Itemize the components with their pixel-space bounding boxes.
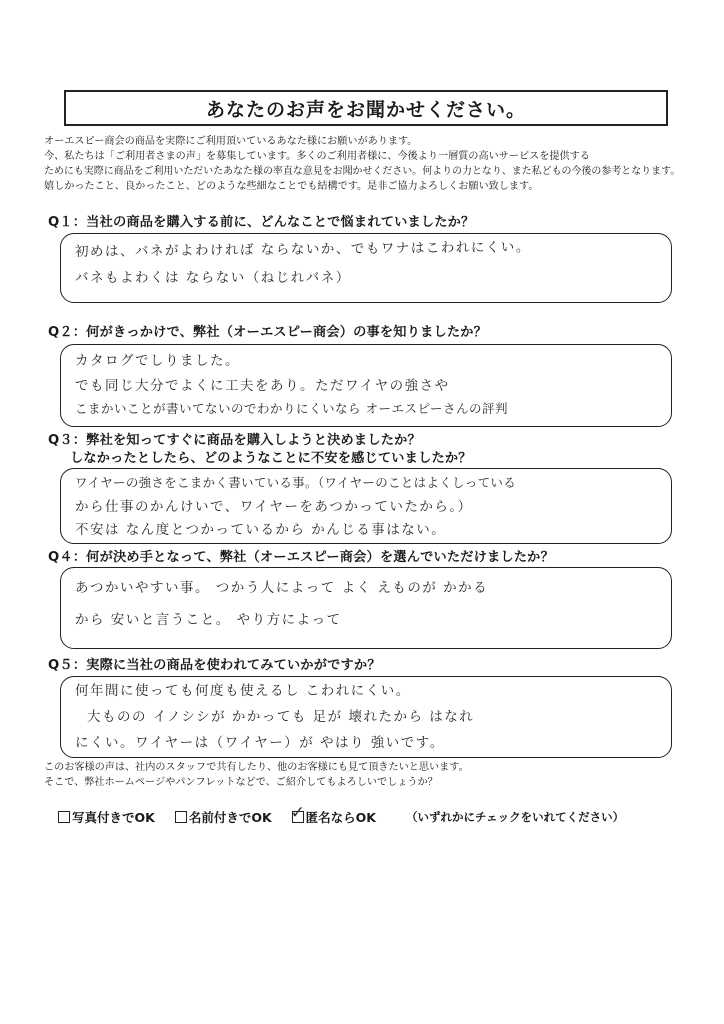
answer-1-line: 初めは、バネがよわければ ならないか、でもワナはこわれにくい。 [74,239,531,260]
answer-3-line: ワイヤーの強さをこまかく書いている事。（ワイヤーのことはよくしっている [75,475,517,490]
question-4-label: Q４：何が決め手となって、弊社（オーエスピー商会）を選んでいただけましたか？ [48,550,554,565]
consent-options [58,806,678,828]
answer-5-box[interactable] [60,676,672,758]
intro-line: オーエスピー商会の商品を実際にご利用頂いているあなた様にお願いがあります。 [44,136,418,147]
question-3-label: Q３：弊社を知ってすぐに商品を購入しようと決めましたか？ [48,433,421,448]
question-1-heading [48,211,474,230]
checkbox-anonymous[interactable] [292,811,304,823]
option-anonymous-ok[interactable] [292,808,376,826]
page-title: あなたのお声をお聞かせください。 [205,98,526,121]
options-note: （いずれかにチェックをいれてください） [405,810,625,824]
answer-5-line: にくい。ワイヤーは（ワイヤー）が やはり 強いです。 [75,735,445,751]
intro-text [44,134,684,194]
title-box [64,90,668,126]
answer-4-box[interactable] [60,567,672,649]
checkbox-photo[interactable] [58,811,70,823]
footer-line: このお客様の声は、社内のスタッフで共有したり、他のお客様にも見て頂きたいと思います。 [44,762,469,773]
answer-3-line: から仕事のかんけいで、ワイヤーをあつかっていたから。） [75,499,473,515]
intro-line: ためにも実際に商品をご利用いただいたあなた様の率直な意見をお聞かせください。何よりの力となり、また私どもの今後の参考となります。 [44,166,681,177]
answer-2-line: でも同じ大分でよくに工夫をあり。ただワイヤの強さや [75,378,450,394]
option-photo-ok[interactable] [58,808,155,826]
option-name-ok[interactable] [175,808,272,826]
answer-4-line: から 安いと言うこと。 やり方によって [75,612,342,628]
answer-2-box[interactable] [60,344,672,427]
footer-line: そこで、弊社ホームページやパンフレットなどで、ご紹介してもよろしいでしょうか？ [44,777,438,788]
question-5-label: Q５：実際に当社の商品を使われてみていかがですか？ [48,658,381,673]
answer-5-line: 大ものの イノシシが かかっても 足が 壊れたから はなれ [87,709,475,725]
option-name-label: 名前付きでOK [188,810,272,825]
question-4-heading [48,546,554,565]
answer-2-line: カタログでしりました。 [75,353,240,369]
question-2-label: Q２：何がきっかけで、弊社（オーエスピー商会）の事を知りましたか？ [48,325,488,340]
checkbox-name[interactable] [175,811,187,823]
intro-line: 嬉しかったこと、良かったこと、どのような些細なことでも結構です。是非ご協力よろしくお願い致します。 [44,181,539,192]
answer-1-line: バネもよわくは ならない（ねじれバネ） [75,270,351,286]
question-5-heading [48,654,381,673]
answer-2-line: こまかいことが書いてないのでわかりにくいなら オーエスピーさんの評判 [75,401,508,416]
answer-1-box[interactable] [60,233,672,303]
question-2-heading [48,321,487,340]
answer-4-line: あつかいやすい事。 つかう人によって よく えものが かかる [75,580,489,596]
footer-text [44,760,684,790]
question-1-label: Q１：当社の商品を購入する前に、どんなことで悩まれていましたか？ [48,215,475,230]
option-anonymous-label: 匿名ならOK [305,810,376,825]
answer-5-line: 何年間に使っても何度も使えるし こわれにくい。 [75,683,411,699]
question-3-label-2: しなかったとしたら、どのようなことに不安を感じていましたか？ [70,451,472,466]
answer-3-line: 不安は なん度とつかっているから かんじる事はない。 [75,522,447,538]
answer-3-box[interactable] [60,468,672,544]
option-photo-label: 写真付きでOK [72,810,155,825]
intro-line: 今、私たちは「ご利用者さまの声」を募集しています。多くのご利用者様に、今後より一層質の高いサービスを提供する [44,151,590,162]
question-3-heading [48,432,472,468]
